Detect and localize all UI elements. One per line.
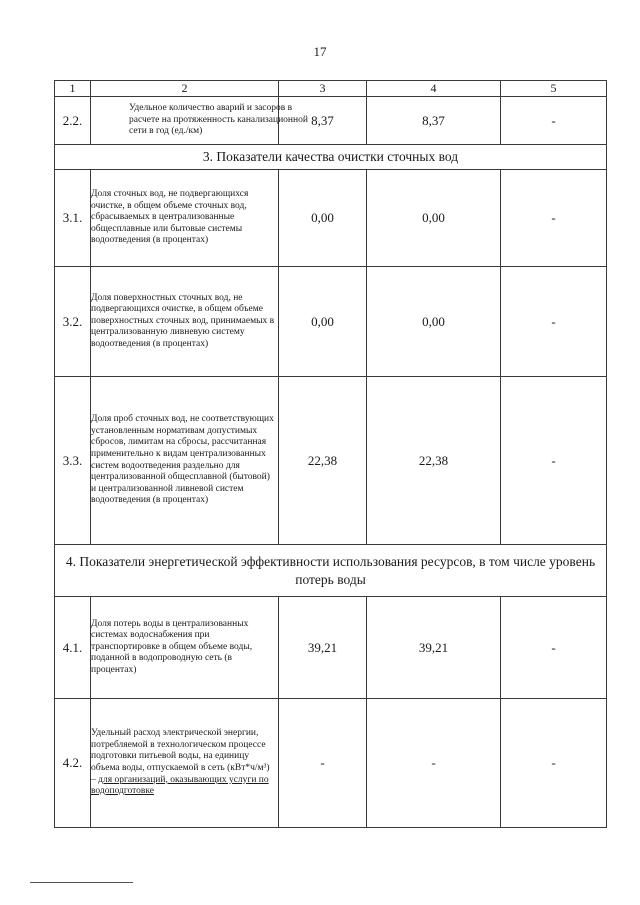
value-col3: 39,21 (279, 597, 367, 699)
row-description (91, 597, 279, 699)
row-description (91, 170, 279, 267)
row-description (91, 97, 308, 145)
value-col5: - (501, 267, 607, 377)
header-cell-5: 5 (501, 81, 607, 97)
header-cell-1: 1 (55, 81, 91, 97)
row-description-text: Удельный расход электрической энергии, потребляемой в технологическом процессе подготовки питьевой воды, на единицу объема воды, отпускаемой в сеть (кВт*ч/м³) – (91, 728, 270, 785)
row-description-underlined: для организаций, оказывающих услуги по водоподготовке (91, 774, 269, 797)
value-col5: - (501, 377, 607, 545)
table-row (55, 699, 607, 828)
page-number: 17 (313, 44, 327, 59)
value-col3: 0,00 (279, 267, 367, 377)
value-col5: - (501, 170, 607, 267)
value-col3: 0,00 (279, 170, 367, 267)
value-col5: - (501, 699, 607, 828)
header-cell-2: 2 (91, 81, 279, 97)
value-col3: - (279, 699, 367, 828)
value-col4: - (367, 699, 501, 828)
section-title-3: 3. Показатели качества очистки сточных вод (55, 145, 607, 170)
row-description-text: Удельное количество аварий и засоров в расчете на протяженность канализационной сети в год (ед./км) (129, 103, 308, 137)
indicators-table (54, 80, 607, 828)
footnote-divider (30, 882, 133, 883)
value-col3: 22,38 (279, 377, 367, 545)
row-description (91, 267, 279, 377)
table-row (55, 377, 607, 545)
value-col4: 0,00 (367, 267, 501, 377)
value-col4: 0,00 (367, 170, 501, 267)
row-description-text: Доля проб сточных вод, не соответствующих установленным нормативам допустимых сбросов, лимитам на сбросы, рассчитанная применительно к видам централизованных систем водоотведения раздельно для централизованной общесплавной (бытовой) и централизованной ливневой систем водоотведения (в процентах) (91, 414, 274, 506)
value-col4: 39,21 (367, 597, 501, 699)
header-cell-3: 3 (279, 81, 367, 97)
header-row (55, 81, 607, 97)
row-description-text: Доля поверхностных сточных вод, не подвергающихся очистке, в общем объеме поверхностных сточных вод, принимаемых в централизованную ливневую систему водоотведения (в процентах) (91, 292, 275, 349)
row-description (91, 377, 279, 545)
section-title-4: 4. Показатели энергетической эффективности использования ресурсов, в том числе уровень потерь воды (55, 545, 607, 597)
value-col4: 8,37 (367, 97, 501, 145)
value-col5: - (501, 597, 607, 699)
value-col4: 22,38 (367, 377, 501, 545)
row-description (91, 699, 279, 828)
row-number: 4.1. (55, 597, 91, 699)
row-number: 4.2. (55, 699, 91, 828)
row-number: 3.2. (55, 267, 91, 377)
section-row (55, 545, 607, 597)
row-description-text: Доля потерь воды в централизованных системах водоснабжения при транспортировке в общем объеме воды, поданной в водопроводную сеть (в процентах) (91, 618, 253, 675)
section-row (55, 145, 607, 170)
row-number: 3.1. (55, 170, 91, 267)
table-row (55, 97, 607, 145)
value-col3: 8,37 (279, 97, 367, 145)
table-row (55, 597, 607, 699)
value-col5: - (501, 97, 607, 145)
row-number: 2.2. (55, 97, 91, 145)
table-row (55, 267, 607, 377)
row-description-text: Доля сточных вод, не подвергающихся очистке, в общем объеме сточных вод, сбрасываемых в централизованные общесплавные или бытовые системы водоотведения (в процентах) (91, 189, 249, 246)
table-row (55, 170, 607, 267)
header-cell-4: 4 (367, 81, 501, 97)
row-number: 3.3. (55, 377, 91, 545)
